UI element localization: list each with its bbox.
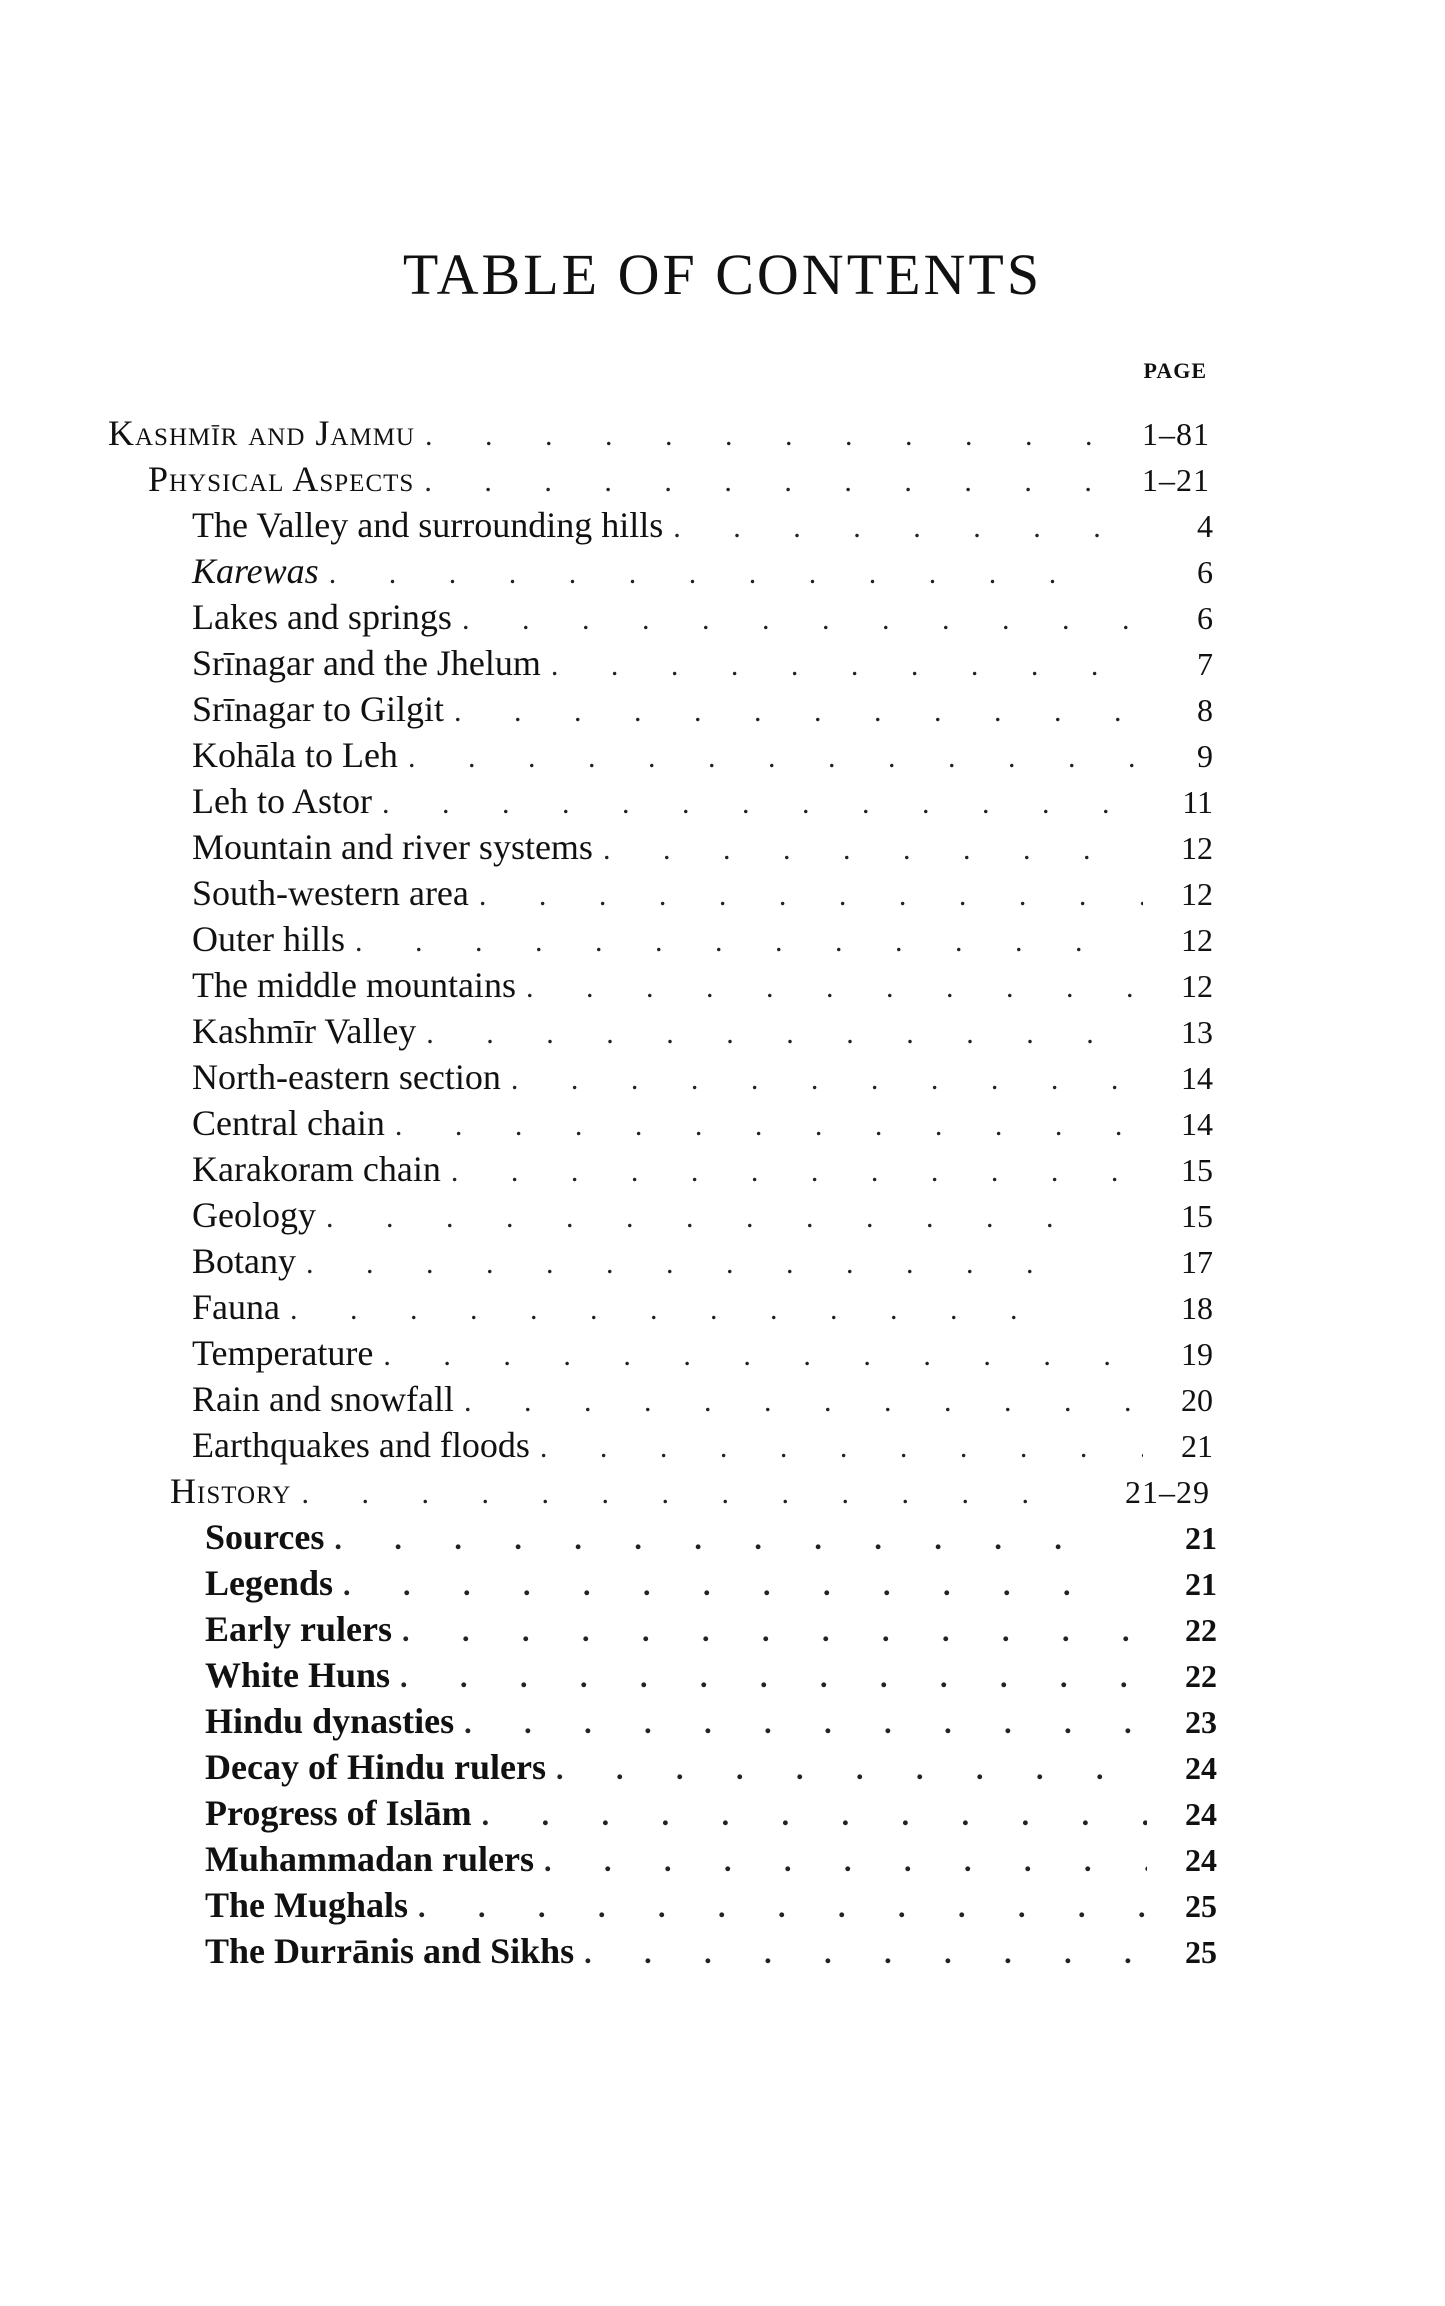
toc-entry-white-huns <box>205 1652 1217 1698</box>
toc-entry-durranis-and-sikhs <box>205 1928 1217 1974</box>
dot-leader <box>329 551 1143 597</box>
toc-entry-page: 18 <box>1181 1290 1213 1326</box>
dot-leader <box>551 643 1143 689</box>
toc-entry-label: History <box>170 1468 301 1514</box>
toc-entry-page: 6 <box>1197 600 1213 636</box>
toc-entry-label: White Huns <box>205 1652 400 1698</box>
dot-leader <box>464 1701 1147 1747</box>
toc-entry-label: Legends <box>205 1560 343 1606</box>
toc-entry-label: South-western area <box>192 870 479 916</box>
dot-leader <box>673 505 1143 551</box>
toc-entry-page: 15 <box>1181 1198 1213 1234</box>
toc-entry-page: 21 <box>1181 1428 1213 1464</box>
toc-entry-early-rulers <box>205 1606 1217 1652</box>
toc-entry-label: Geology <box>192 1192 326 1238</box>
toc-entry-page: 1–81 <box>1142 416 1210 452</box>
dot-leader <box>425 413 1132 459</box>
toc-entry-middle-mountains <box>192 962 1213 1008</box>
toc-entry-label: The middle mountains <box>192 962 526 1008</box>
dot-leader <box>462 597 1143 643</box>
toc-entry-label: Muhammadan rulers <box>205 1836 544 1882</box>
toc-entry-page: 17 <box>1181 1244 1213 1280</box>
toc-entry-label: The Mughals <box>205 1882 418 1928</box>
dot-leader <box>511 1057 1143 1103</box>
toc-entry-geology <box>192 1192 1213 1238</box>
dot-leader <box>306 1241 1143 1287</box>
toc-entry-page: 12 <box>1181 922 1213 958</box>
toc-entry-valley-and-hills <box>192 502 1213 548</box>
toc-entry-page: 24 <box>1185 1750 1217 1786</box>
toc-entry-muhammadan-rulers <box>205 1836 1217 1882</box>
dot-leader <box>454 689 1143 735</box>
toc-entry-page: 9 <box>1197 738 1213 774</box>
toc-entry-label: Rain and snowfall <box>192 1376 464 1422</box>
toc-entry-page: 14 <box>1181 1060 1213 1096</box>
toc-entry-sources <box>205 1514 1217 1560</box>
toc-entry-physical-aspects <box>148 456 1210 502</box>
page-title: TABLE OF CONTENTS <box>402 242 1043 307</box>
toc-entry-label: Mountain and river systems <box>192 824 603 870</box>
dot-leader <box>603 827 1143 873</box>
toc-entry-hindu-dynasties <box>205 1698 1217 1744</box>
toc-entry-temperature <box>192 1330 1213 1376</box>
toc-entry-fauna <box>192 1284 1213 1330</box>
toc-entry-page: 4 <box>1197 508 1213 544</box>
dot-leader <box>556 1747 1147 1793</box>
toc-entry-label: Outer hills <box>192 916 355 962</box>
dot-leader <box>395 1103 1143 1149</box>
toc-entry-page: 8 <box>1197 692 1213 728</box>
dot-leader <box>355 919 1143 965</box>
toc-entry-label: Botany <box>192 1238 306 1284</box>
toc-entry-page: 6 <box>1197 554 1213 590</box>
toc-entry-label: Leh to Astor <box>192 778 382 824</box>
toc-entry-label: Srīnagar to Gilgit <box>192 686 454 732</box>
dot-leader <box>426 1011 1143 1057</box>
toc-entry-page: 12 <box>1181 830 1213 866</box>
toc-entry-label: Physical Aspects <box>148 456 424 502</box>
toc-entry-page: 7 <box>1197 646 1213 682</box>
dot-leader <box>544 1839 1147 1885</box>
toc-entry-label: Progress of Islām <box>205 1790 482 1836</box>
toc-entry-mountain-and-river-systems <box>192 824 1213 870</box>
toc-entry-label: Temperature <box>192 1330 383 1376</box>
toc-entry-label: The Valley and surrounding hills <box>192 502 673 548</box>
page-column-label: PAGE <box>1143 358 1207 383</box>
toc-entry-page: 21–29 <box>1125 1474 1210 1510</box>
dot-leader <box>383 1333 1143 1379</box>
dot-leader <box>479 873 1143 919</box>
toc-entry-page: 11 <box>1182 784 1213 820</box>
dot-leader <box>540 1425 1143 1471</box>
toc-entry-page: 22 <box>1185 1658 1217 1694</box>
toc-entry-decay-of-hindu-rulers <box>205 1744 1217 1790</box>
toc-entry-north-eastern-section <box>192 1054 1213 1100</box>
toc-entry-kashmir-valley <box>192 1008 1213 1054</box>
toc-entry-kashmir-and-jammu <box>108 410 1210 456</box>
toc-entry-page: 22 <box>1185 1612 1217 1648</box>
toc-entry-label: Kashmīr Valley <box>192 1008 426 1054</box>
toc-entry-label: Sources <box>205 1514 334 1560</box>
dot-leader <box>408 735 1143 781</box>
toc-entry-page: 21 <box>1185 1566 1217 1602</box>
dot-leader <box>482 1793 1147 1839</box>
dot-leader <box>301 1471 1115 1517</box>
toc-entry-botany <box>192 1238 1213 1284</box>
toc-entry-karakoram-chain <box>192 1146 1213 1192</box>
toc-entry-lakes-and-springs <box>192 594 1213 640</box>
toc-entry-label: Karakoram chain <box>192 1146 451 1192</box>
toc-entry-legends <box>205 1560 1217 1606</box>
toc-entry-label: Kashmīr and Jammu <box>108 410 425 456</box>
toc-entry-page: 25 <box>1185 1888 1217 1924</box>
toc-entry-label: Early rulers <box>205 1606 402 1652</box>
toc-entry-page: 24 <box>1185 1842 1217 1878</box>
toc-entry-page: 12 <box>1181 968 1213 1004</box>
toc-entry-earthquakes-and-floods <box>192 1422 1213 1468</box>
dot-leader <box>526 965 1143 1011</box>
dot-leader <box>402 1609 1147 1655</box>
toc-entry-page: 19 <box>1181 1336 1213 1372</box>
toc-entry-history <box>170 1468 1210 1514</box>
toc-entry-label: The Durrānis and Sikhs <box>205 1928 584 1974</box>
toc-entry-kohala-to-leh <box>192 732 1213 778</box>
toc-entry-progress-of-islam <box>205 1790 1217 1836</box>
toc-entry-page: 24 <box>1185 1796 1217 1832</box>
toc-entry-karewas <box>192 548 1213 594</box>
dot-leader <box>451 1149 1143 1195</box>
toc-entry-rain-and-snowfall <box>192 1376 1213 1422</box>
dot-leader <box>334 1517 1147 1563</box>
dot-leader <box>424 459 1132 505</box>
toc-entry-south-western-area <box>192 870 1213 916</box>
dot-leader <box>326 1195 1143 1241</box>
toc-entry-label: Srīnagar and the Jhelum <box>192 640 551 686</box>
toc-entry-page: 21 <box>1185 1520 1217 1556</box>
toc-entry-label: Hindu dynasties <box>205 1698 464 1744</box>
toc-entry-page: 13 <box>1181 1014 1213 1050</box>
toc-entry-label: Fauna <box>192 1284 290 1330</box>
toc-entry-the-mughals <box>205 1882 1217 1928</box>
toc-entry-leh-to-astor <box>192 778 1213 824</box>
dot-leader <box>584 1931 1147 1977</box>
toc-entry-label: Central chain <box>192 1100 395 1146</box>
dot-leader <box>464 1379 1143 1425</box>
dot-leader <box>290 1287 1143 1333</box>
toc-entry-label: Karewas <box>192 548 329 594</box>
toc-entry-label: Lakes and springs <box>192 594 462 640</box>
dot-leader <box>400 1655 1147 1701</box>
toc-entry-page: 1–21 <box>1142 462 1210 498</box>
toc-entry-page: 25 <box>1185 1934 1217 1970</box>
toc-entry-label: Earthquakes and floods <box>192 1422 540 1468</box>
dot-leader <box>382 781 1143 827</box>
toc-entry-page: 23 <box>1185 1704 1217 1740</box>
toc-entry-srinagar-to-gilgit <box>192 686 1213 732</box>
toc-entry-central-chain <box>192 1100 1213 1146</box>
toc-entry-srinagar-and-jhelum <box>192 640 1213 686</box>
toc-entry-outer-hills <box>192 916 1213 962</box>
dot-leader <box>418 1885 1147 1931</box>
toc-entry-label: Kohāla to Leh <box>192 732 408 778</box>
toc-entry-label: North-eastern section <box>192 1054 511 1100</box>
toc-entry-page: 20 <box>1181 1382 1213 1418</box>
toc-entry-page: 14 <box>1181 1106 1213 1142</box>
toc-entry-page: 15 <box>1181 1152 1213 1188</box>
dot-leader <box>343 1563 1147 1609</box>
toc-entry-label: Decay of Hindu rulers <box>205 1744 556 1790</box>
toc-entry-page: 12 <box>1181 876 1213 912</box>
